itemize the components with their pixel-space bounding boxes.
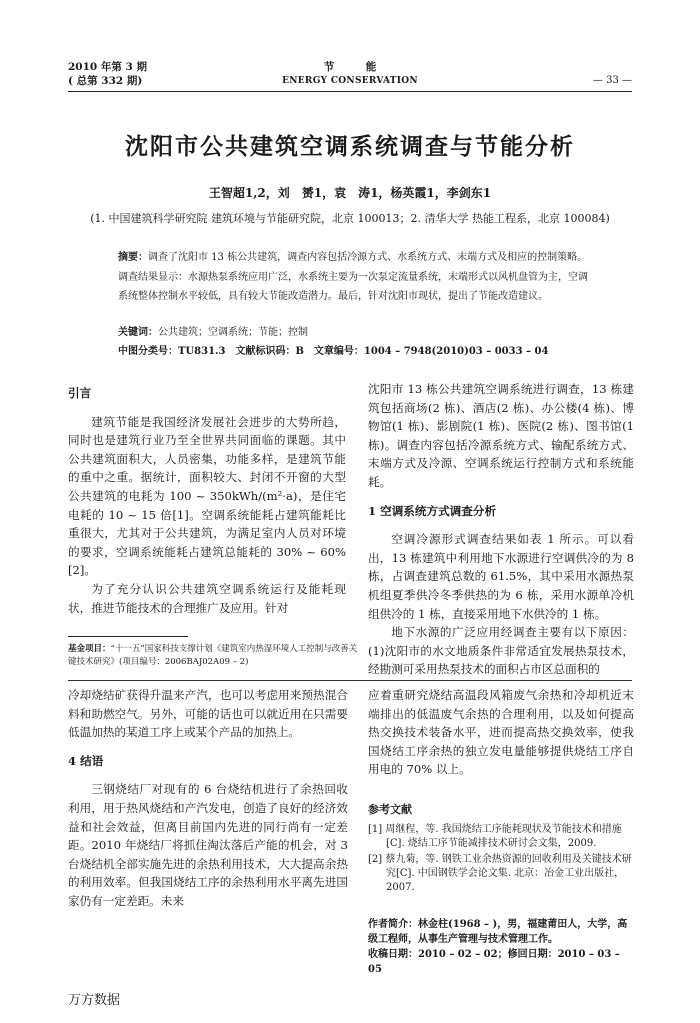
funding-footnote [68, 643, 358, 669]
author-bio-line: 作者简介：林金柱(1968 – )，男，福建莆田人，大学，高级工程师，从事生产管理与技术管理工作。 [368, 919, 628, 945]
intro-paragraph-1: 建筑节能是我国经济发展社会进步的大势所趋，同时也是建筑行业乃至全世界共同面临的课题。其中公共建筑面积大，人员密集，功能多样，是建筑节能的重中之重。据统计，面积较大、封闭不开窗的大型公共建筑的电耗为 100 ~ 350kWh/(m²·a)，是住宅电耗的 10 ~ 15 倍[1]。空调系统能耗占建筑能耗比重很大，尤其对于公共建筑，为满足室内人员对环境的要求，空调系统能耗占建筑总能耗的 30% ~ 60%[2]。 [68, 414, 346, 578]
footnote-label: 基金项目： [68, 644, 111, 654]
left-column-top [68, 384, 346, 617]
article-title: 沈阳市公共建筑空调系统调查与节能分析 [125, 133, 575, 160]
header-rule [68, 91, 632, 92]
keywords [118, 326, 590, 340]
section-heading-1: 1 空调系统方式调查分析 [368, 503, 497, 518]
intro-continued: 沈阳市 13 栋公共建筑空调系统进行调查，13 栋建筑包括商场(2 栋)、酒店(2 栋)、办公楼(4 栋)、博物馆(1 栋)、影剧院(1 栋)、医院(2 栋)、图书馆(1 栋)。调查内容包括冷源系统方式、输配系统方式、末端方式及冷源、空调系统运行控制方式和系统能耗。 [368, 382, 634, 489]
reference-item: [1] 周继程，等. 我国烧结工序能耗现状及节能技术和措施[C]. 烧结工序节能减排技术研讨会文集，2009. [368, 824, 622, 849]
journal-name-cn: 节 能 [323, 61, 377, 73]
left-column-bottom [68, 686, 348, 911]
received-date-line: 收稿日期：2010 – 02 – 02；修回日期：2010 – 03 – 05 [368, 949, 620, 975]
section-heading-intro: 引言 [68, 386, 92, 400]
abstract [118, 248, 590, 307]
reference-item: [2] 蔡九菊，等. 钢铁工业余热资源的回收利用及关键技术研究[C]. 中国钢铁学会论文集. 北京：冶金工业出版社，2007. [368, 854, 632, 893]
page-number: — 33 — [592, 75, 632, 86]
section-1-paragraph-1: 空调冷源形式调查结果如表 1 所示。可以看出，13 栋建筑中利用地下水源进行空调供冷的为 8 栋，占调查建筑总数的 61.5%，其中采用水源热泵机组夏季供冷冬季供热的为 6 栋，采用水源单冷机组供冷的 1 栋，直接采用地下水供冷的 1 栋。 [368, 532, 634, 621]
abstract-text: 调查了沈阳市 13 栋公共建筑，调查内容包括冷源方式、水系统方式、末端方式及相应的控制策略。调查结果显示：水源热泵系统应用广泛，水系统主要为一次泵定流量系统，末端形式以风机盘管为主，空调系统整体控制水平较低，具有较大节能改造潜力。最后，针对沈阳市现状，提出了节能改造建议。 [118, 252, 588, 302]
references [368, 803, 634, 897]
right-column-bottom [368, 686, 634, 779]
right-column-top [368, 380, 634, 679]
watermark: 万方数据 [68, 993, 121, 1008]
intro-paragraph-2: 为了充分认识公共建筑空调系统运行及能耗现状，推进节能技术的合理推广及应用。针对 [68, 581, 346, 615]
keywords-text: 公共建筑；空调系统；节能；控制 [158, 327, 308, 338]
section-1-paragraph-2: 地下水源的广泛应用经调查主要有以下原因：(1)沈阳市的水文地质条件非常适宜发展热泵技术，经勘测可采用热泵技术的面积占市区总面积的 [368, 625, 634, 677]
keywords-label: 关键词： [118, 327, 158, 338]
lower-right-paragraph: 应着重研究烧结高温段风箱废气余热和冷却机近末端排出的低温废气余热的合理利用，以及如何提高热交换技术装备水平，进而提高热交换效率，使我国烧结工序余热的独立发电量能够提供烧结工序自用电的 70% 以上。 [368, 688, 634, 777]
journal-name-en: ENERGY CONSERVATION [282, 76, 418, 86]
lower-paragraph-1: 冷却烧结矿获得升温来产汽，也可以考虑用来预热混合料和助燃空气。另外，可能的话也可以就近用在只需要低温加热的某道工序上或某个产品的加热上。 [68, 688, 348, 740]
abstract-label: 摘要： [118, 252, 148, 263]
author-bio [368, 917, 634, 977]
affiliation: (1. 中国建筑科学研究院 建筑环境与节能研究院，北京 100013；2. 清华大学 热能工程系，北京 100084) [90, 212, 610, 225]
section-heading-conclusion: 4 结语 [68, 753, 104, 768]
conclusion-paragraph: 三钢烧结厂对现有的 6 台烧结机进行了余热回收利用，用于热风烧结和产汽发电，创造了良好的经济效益和社会效益，但离目前国内先进的同行尚有一定差距。2010 年烧结厂将抓住淘汰落后产能的机会，对 3 台烧结机全部实施先进的余热利用技术，大大提高余热的利用效率。但我国烧结工序的余热利用水平离先进国家仍有一定差距。未来 [68, 782, 348, 908]
references-heading: 参考文献 [368, 803, 412, 816]
classification-line: 中图分类号：TU831.3 文献标识码：B 文章编号：1004 – 7948(2010)03 – 0033 – 04 [118, 346, 549, 357]
footnote-rule [68, 636, 188, 637]
authors: 王智超1,2，刘 赟1，袁 涛1，杨英霞1，李剑东1 [208, 186, 492, 200]
issue-label: 2010 年第 3 期 [68, 61, 147, 73]
footnote-text: “十一五”国家科技支撑计划《建筑室内热湿环境人工控制与改善关键技术研究》(项目编号：2006BAJ02A09 – 2) [68, 644, 358, 667]
serial-label: ( 总第 332 期) [68, 75, 143, 87]
page-divider [68, 680, 632, 681]
